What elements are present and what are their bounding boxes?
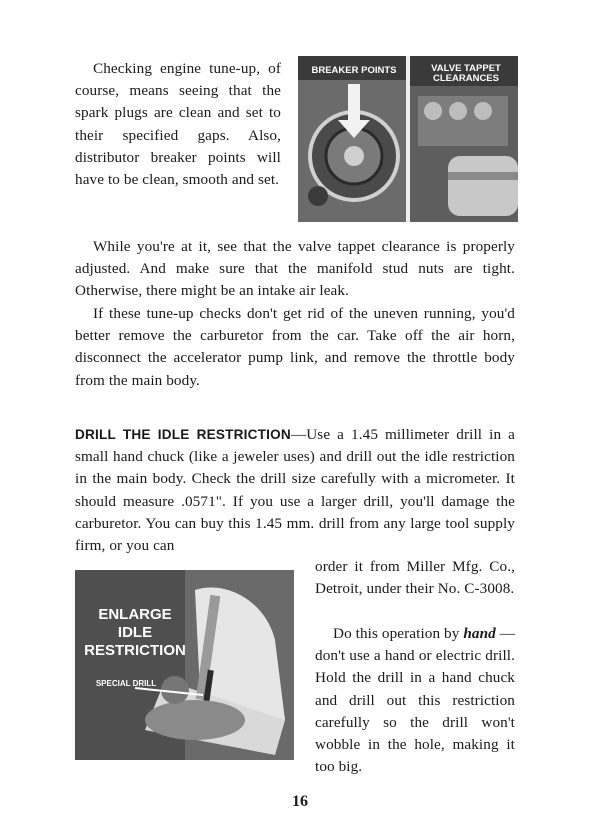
carburetor-paragraph: If these tune-up checks don't get rid of the uneven running, you'd better remove the carburetor from the car. Take off the air horn, disconnect the accelerator pump link, and remove the throttle body from the main body. — [75, 305, 515, 389]
carburetor-drill-photo — [75, 570, 294, 760]
intro-paragraph: Checking engine tune-up, of course, means seeing that the spark plugs are clean and set to their specified gaps. Also, distributor breaker points will have to be clean, smooth and set. — [75, 60, 281, 189]
drill-section-paragraph — [75, 424, 515, 557]
special-drill-label: SPECIAL DRILL — [95, 679, 157, 688]
label-line-1: ENLARGE — [98, 606, 172, 623]
label-line-2: IDLE — [117, 624, 153, 641]
section-heading: DRILL THE IDLE RESTRICTION — [75, 427, 291, 442]
tune-up-photo — [298, 56, 518, 222]
operation-suffix: —don't use a hand or electric drill. Hold the drill in a hand chuck and drill out this restriction carefully so the drill won't wobble in the hole, making it too big. — [315, 625, 516, 776]
breaker-points-label: BREAKER POINTS — [311, 65, 397, 76]
valve-tappet-label: VALVE TAPPET CLEARANCES — [431, 63, 501, 84]
enlarge-idle-restriction-label — [79, 606, 191, 660]
page-number: 16 — [292, 793, 308, 810]
operation-prefix: Do this operation by — [333, 625, 464, 642]
operation-paragraph — [315, 623, 515, 778]
section-body: —Use a 1.45 millimeter drill in a small hand chuck (like a jeweler uses) and drill out the idle restriction in the main body. Check the drill size carefully with a micrometer. It should measure .0571". If you use a larger drill, you'll damage the carburetor. You can buy this 1.45 mm. drill from any large tool supply firm, or you can — [75, 426, 515, 555]
hand-emphasis: hand — [463, 625, 496, 642]
tappet-paragraph: While you're at it, see that the valve tappet clearance is properly adjusted. And make sure that the manifold stud nuts are tight. Otherwise, there might be an intake air leak. — [75, 238, 515, 300]
carburetor-drill-graphic — [75, 570, 294, 760]
drill-section-continuation: order it from Miller Mfg. Co., Detroit, under their No. C-3008. — [315, 558, 515, 598]
label-line-3: RESTRICTION — [84, 642, 186, 659]
